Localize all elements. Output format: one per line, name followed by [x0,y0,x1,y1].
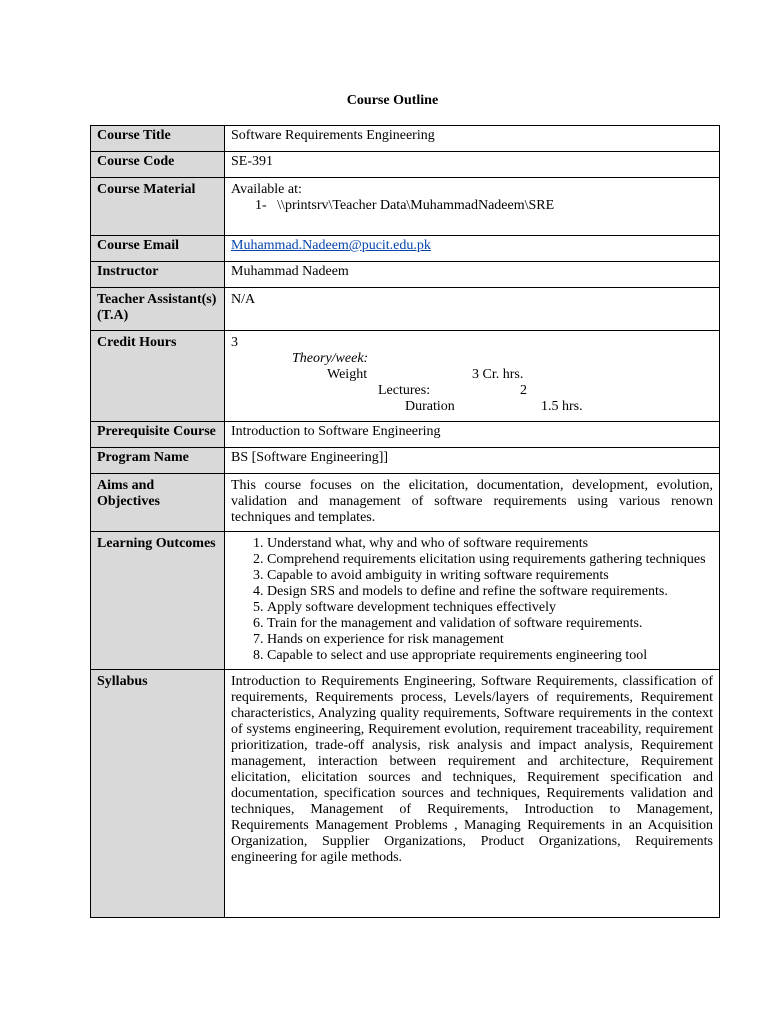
table-row [91,262,720,288]
course-material-label: Course Material [91,178,225,236]
weight-label: Weight [327,367,368,382]
table-row [91,474,720,532]
list-item: 7. Hands on experience for risk management [267,632,713,648]
table-row [91,178,720,236]
table-row [91,448,720,474]
table-row [91,331,720,422]
instructor-value: Muhammad Nadeem [225,262,720,288]
ta-label: Teacher Assistant(s) (T.A) [91,288,225,331]
list-item: 1. Understand what, why and who of software requirements [267,536,713,552]
course-material-item [231,198,713,214]
course-title-value: Software Requirements Engineering [225,126,720,152]
list-item: 6. Train for the management and validation of software requirements. [267,616,713,632]
course-outline-table [90,125,720,918]
table-row [91,126,720,152]
page-title: Course Outline [346,93,439,108]
course-code-label: Course Code [91,152,225,178]
course-email-label: Course Email [91,236,225,262]
program-name-value: BS [Software Engineering]] [225,448,720,474]
weight-value: 3 Cr. hrs. [472,367,524,382]
course-code-value: SE-391 [225,152,720,178]
prerequisite-label: Prerequisite Course [91,422,225,448]
instructor-label: Instructor [91,262,225,288]
list-item: 5. Apply software development techniques effectively [267,600,713,616]
duration-label: Duration [405,399,455,414]
credit-hours-breakdown [231,351,713,417]
learning-outcomes-list [231,536,713,664]
course-email-cell [225,236,720,262]
credit-hours-label: Credit Hours [91,331,225,422]
learning-outcomes-cell [225,532,720,670]
list-item: 8. Capable to select and use appropriate requirements engineering tool [267,648,713,664]
syllabus-label: Syllabus [91,670,225,918]
course-title-label: Course Title [91,126,225,152]
table-row [91,670,720,918]
course-material-value [225,178,720,236]
course-material-intro: Available at: [231,182,302,197]
credit-hours-value: 3 [231,335,238,350]
table-row [91,236,720,262]
course-material-path: \\printsrv\Teacher Data\MuhammadNadeem\SRE [277,198,555,213]
course-email-link[interactable]: Muhammad.Nadeem@pucit.edu.pk [231,238,431,253]
lectures-label: Lectures: [378,383,431,398]
duration-value: 1.5 hrs. [541,399,583,414]
aims-label: Aims and Objectives [91,474,225,532]
table-row [91,422,720,448]
aims-value: This course focuses on the elicitation, documentation, development, evolution, validation and management of software requirements using various renown techniques and templates. [225,474,720,532]
list-item: 3. Capable to avoid ambiguity in writing software requirements [267,568,713,584]
ta-value: N/A [225,288,720,331]
list-item: 4. Design SRS and models to define and refine the software requirements. [267,584,713,600]
lectures-value: 2 [520,383,527,398]
table-row [91,532,720,670]
list-item: 2. Comprehend requirements elicitation using requirements gathering techniques [267,552,713,568]
course-material-item-number: 1- [255,198,267,213]
prerequisite-value: Introduction to Software Engineering [225,422,720,448]
learning-outcomes-label: Learning Outcomes [91,532,225,670]
theory-week-label: Theory/week: [292,351,369,366]
syllabus-value: Introduction to Requirements Engineering, Software Requirements, classification of requirements, Requirements process, Levels/layers of requirements, Requirement characteristics, Analyzing quality requirements, Software requirements in the context of systems engineering, Requirement evolution, requirement traceability, requirement prioritization, trade-off analysis, risk analysis and impact analysis, Requirement management, interaction between requirement and architecture, Requirement elicitation, elicitation sources and techniques, Requirement specification and documentation, specification sources and techniques, Requirements validation and techniques, Management of Requirements, Introduction to Management, Requirements Management Problems , Managing Requirements in an Acquisition Organization, Supplier Organizations, Product Organizations, Requirements engineering for agile methods. [225,670,720,918]
program-name-label: Program Name [91,448,225,474]
table-row [91,152,720,178]
credit-hours-cell [225,331,720,422]
table-row [91,288,720,331]
